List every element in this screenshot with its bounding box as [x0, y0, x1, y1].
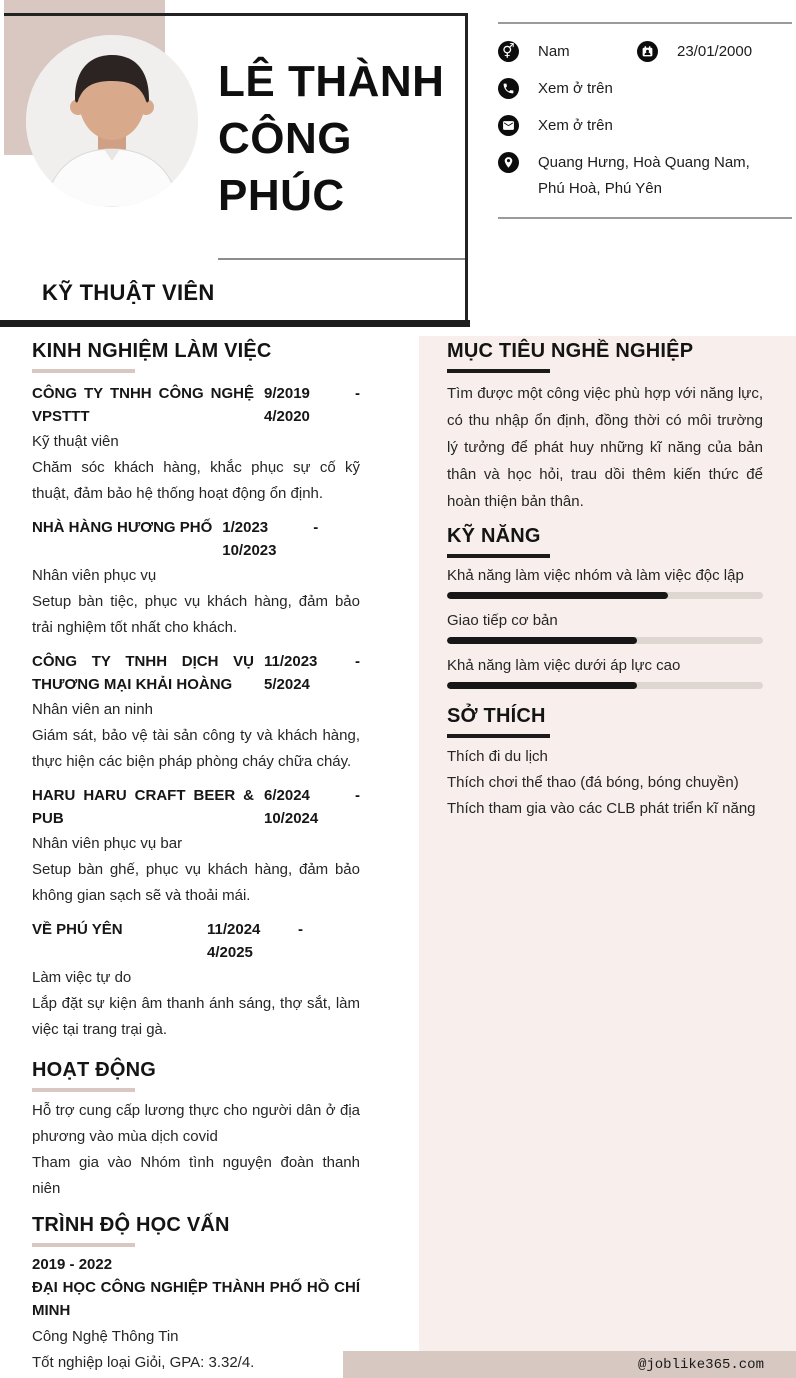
section-rule [447, 554, 550, 558]
skill-item [447, 611, 763, 644]
activities-list [32, 1098, 360, 1202]
name-line: CÔNG [218, 114, 352, 163]
avatar [26, 35, 198, 207]
experience-entry-header [32, 784, 360, 830]
date-start: 9/2019 [264, 385, 310, 402]
education-years: 2019 - 2022 [32, 1256, 113, 1273]
email-value: Xem ở trên [538, 117, 613, 134]
education-major: Công Nghệ Thông Tin [32, 1328, 179, 1345]
date-separator: - [313, 519, 319, 536]
info-row-email [498, 115, 792, 136]
avatar-illustration [26, 35, 198, 207]
skill-bar-fill [447, 592, 668, 599]
left-column [32, 338, 360, 1376]
skill-bar-fill [447, 682, 637, 689]
address-value: Quang Hưng, Hoà Quang Nam, Phú Hoà, Phú Yên [538, 154, 750, 197]
date-separator: - [355, 787, 360, 804]
gender-icon: ⚥ [498, 41, 519, 62]
date-range [207, 918, 303, 964]
job-role: Nhân viên phục vụ bar [32, 835, 183, 852]
date-range [264, 650, 360, 696]
date-separator: - [298, 921, 303, 938]
name-line: PHÚC [218, 171, 345, 220]
experience-entry-header [32, 650, 360, 696]
job-title: KỸ THUẬT VIÊN [42, 280, 215, 305]
job-role: Nhân viên an ninh [32, 701, 153, 718]
info-row-phone [498, 78, 792, 99]
company-name: NHÀ HÀNG HƯƠNG PHỐ [32, 519, 213, 536]
date-separator: - [355, 385, 360, 402]
skill-label: Khả năng làm việc dưới áp lực cao [447, 657, 681, 674]
activity-item: Tham gia vào Nhóm tình nguyện đoàn thanh niên [32, 1154, 360, 1197]
skill-item [447, 656, 763, 689]
experience-entry-header [32, 382, 360, 428]
date-end: 10/2024 [264, 810, 319, 827]
date-end: 5/2024 [264, 676, 310, 693]
job-description: Giám sát, bảo vệ tài sản công ty và khách hàng, thực hiện các biện pháp phòng cháy chữa cháy. [32, 727, 360, 770]
birthday-calendar-icon [637, 41, 658, 62]
birthday-value: 23/01/2000 [677, 43, 753, 60]
watermark-text: @joblike365.com [637, 1356, 764, 1373]
company-name: VỀ PHÚ YÊN [32, 921, 123, 938]
section-title-education: TRÌNH ĐỘ HỌC VẤN [32, 1214, 230, 1236]
skill-bar-fill [447, 637, 637, 644]
name-line: LÊ THÀNH [218, 57, 445, 106]
education-result: Tốt nghiệp loại Giỏi, GPA: 3.32/4. [32, 1354, 255, 1371]
info-row-address [498, 152, 792, 202]
skills-list [447, 566, 763, 689]
phone-icon [498, 78, 519, 99]
job-description: Setup bàn ghế, phục vụ khách hàng, đảm bảo không gian sạch sẽ và thoải mái. [32, 861, 360, 904]
activity-item: Hỗ trợ cung cấp lương thực cho người dân ở địa phương vào mùa dịch covid [32, 1102, 360, 1145]
experience-entry [32, 918, 360, 1043]
experience-entry [32, 784, 360, 909]
experience-entry [32, 382, 360, 507]
skill-label: Giao tiếp cơ bản [447, 612, 558, 629]
experience-entry [32, 516, 360, 641]
date-end: 10/2023 [222, 542, 277, 559]
date-start: 11/2023 [264, 653, 318, 670]
date-end: 4/2020 [264, 408, 310, 425]
date-start: 6/2024 [264, 787, 310, 804]
gender-item [498, 41, 637, 62]
job-description: Setup bàn tiệc, phục vụ khách hàng, đảm bảo trải nghiệm tốt nhất cho khách. [32, 593, 360, 636]
skill-bar-track [447, 592, 763, 599]
location-icon [498, 152, 519, 173]
email-icon [498, 115, 519, 136]
section-rule [32, 369, 135, 373]
date-range [264, 784, 360, 830]
section-title-hobbies: SỞ THÍCH [447, 705, 546, 727]
date-separator: - [355, 653, 360, 670]
phone-value: Xem ở trên [538, 80, 613, 97]
hobby-item: Thích tham gia vào các CLB phát triển kĩ năng [447, 800, 756, 817]
watermark-bar [343, 1351, 796, 1378]
skill-item [447, 566, 763, 599]
company-name: CÔNG TY TNHH CÔNG NGHỆ VPSTTT [32, 385, 254, 425]
section-rule [32, 1088, 135, 1092]
experience-entry [32, 650, 360, 775]
candidate-name [218, 53, 468, 224]
job-description: Chăm sóc khách hàng, khắc phục sự cố kỹ thuật, đảm bảo hệ thống hoạt động ổn định. [32, 459, 360, 502]
section-title-experience: KINH NGHIỆM LÀM VIỆC [32, 340, 272, 362]
name-divider [218, 258, 465, 260]
hobbies-list [447, 744, 763, 822]
section-title-objective: MỤC TIÊU NGHỀ NGHIỆP [447, 340, 694, 362]
date-start: 1/2023 [222, 519, 269, 536]
experience-entry-header [32, 516, 360, 562]
info-row-gender-birthday [498, 41, 792, 62]
experience-entry-header [32, 918, 360, 964]
job-role: Kỹ thuật viên [32, 433, 119, 450]
skill-bar-track [447, 682, 763, 689]
right-column [447, 338, 763, 822]
header-bottom-rule [0, 320, 470, 327]
company-name: HARU HARU CRAFT BEER & PUB [32, 787, 254, 827]
skill-label: Khả năng làm việc nhóm và làm việc độc lập [447, 567, 744, 584]
experience-list [32, 382, 360, 1043]
section-title-skills: KỸ NĂNG [447, 525, 541, 547]
job-role: Làm việc tự do [32, 969, 132, 986]
gender-value: Nam [538, 43, 570, 60]
section-rule [32, 1243, 135, 1247]
skill-bar-track [447, 637, 763, 644]
contact-info-panel [498, 22, 792, 219]
objective-text: Tìm được một công việc phù hợp với năng lực, có thu nhập ổn định, đồng thời có môi trường lý tưởng để phát huy những kĩ năng của bản thân và học hỏi, trau dồi thêm kiến thức để hoàn thiện bản thân. [447, 385, 763, 510]
section-title-activities: HOẠT ĐỘNG [32, 1059, 157, 1081]
company-name: CÔNG TY TNHH DỊCH VỤ THƯƠNG MẠI KHẢI HOÀNG [32, 653, 254, 693]
job-description: Lắp đặt sự kiện âm thanh ánh sáng, thợ sắt, làm việc tại trang trại gà. [32, 995, 360, 1038]
section-rule [447, 369, 550, 373]
date-range [264, 382, 360, 428]
education-school: ĐẠI HỌC CÔNG NGHIỆP THÀNH PHỐ HỒ CHÍ MINH [32, 1279, 360, 1319]
date-start: 11/2024 [207, 921, 261, 938]
birthday-item [637, 41, 752, 62]
job-role: Nhân viên phục vụ [32, 567, 157, 584]
hobby-item: Thích đi du lịch [447, 748, 548, 765]
section-rule [447, 734, 550, 738]
hobby-item: Thích chơi thể thao (đá bóng, bóng chuyền) [447, 774, 739, 791]
date-end: 4/2025 [207, 944, 253, 961]
date-range [222, 516, 318, 562]
